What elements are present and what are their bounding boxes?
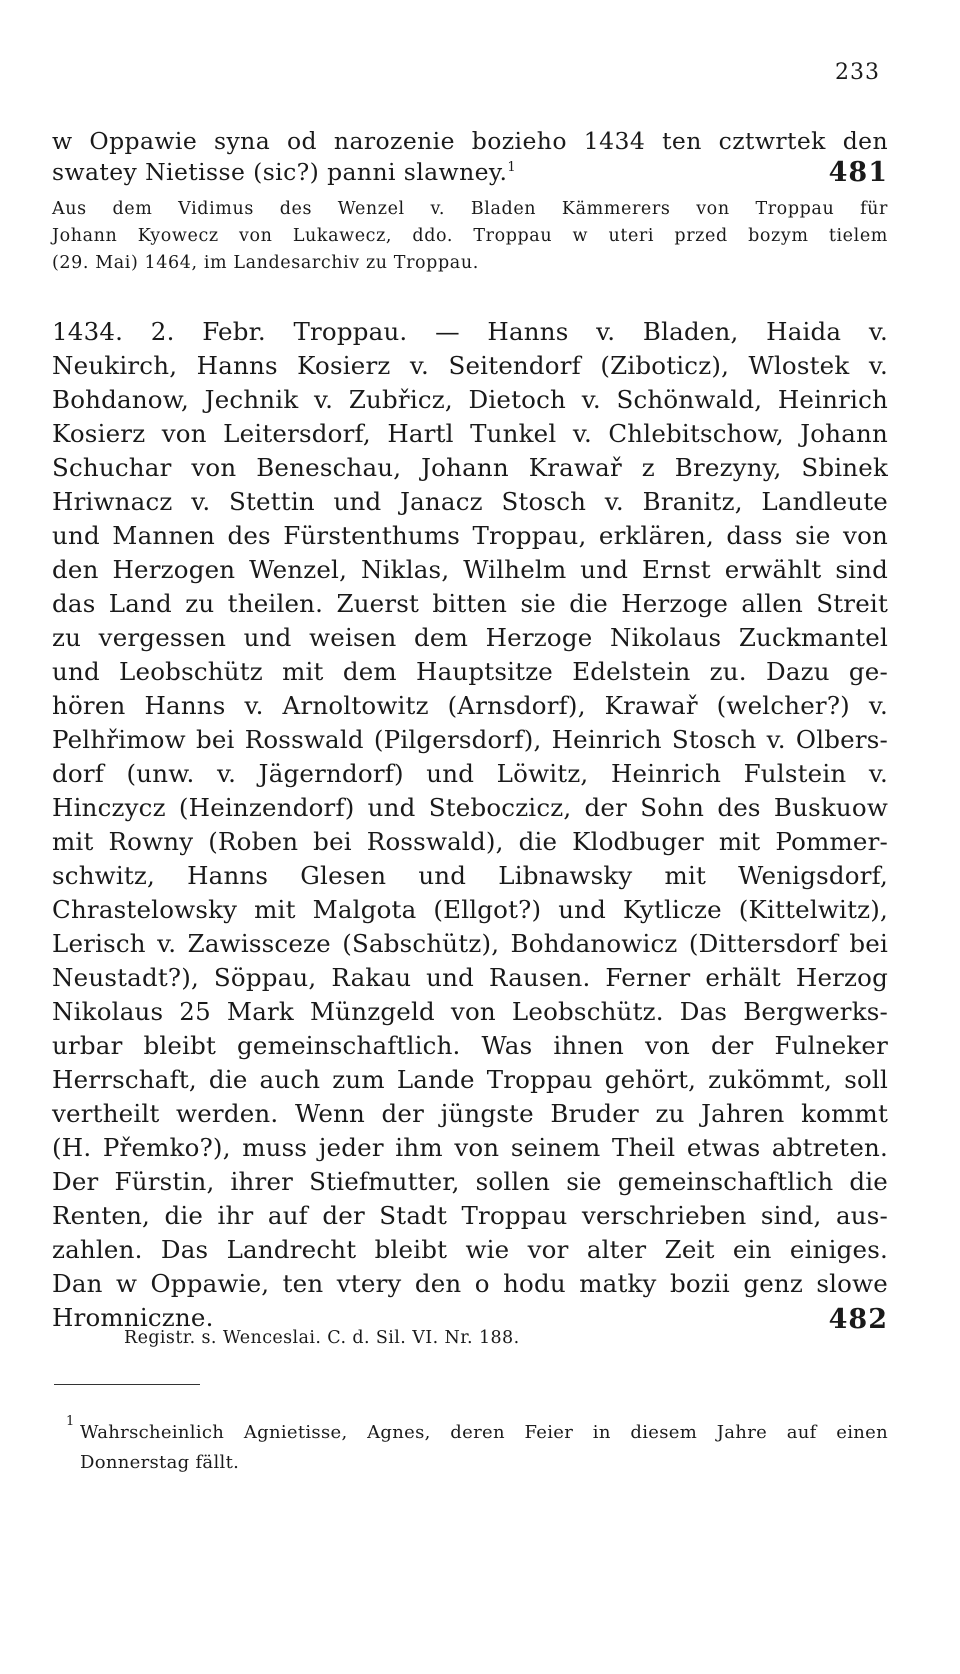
text-line: (H. Přemko?), muss jeder ihm von seinem Theil etwas abtreten. — [52, 1133, 888, 1162]
text-line: und Mannen des Fürstenthums Troppau, erklären, dass sie von — [52, 521, 888, 550]
document-number: 481 — [828, 157, 888, 188]
text-line: den Herzogen Wenzel, Niklas, Wilhelm und Ernst erwählt sind — [52, 555, 888, 584]
footnote-mark: 1 — [66, 1414, 75, 1429]
source-line: (29. Mai) 1464, im Landesarchiv zu Troppau. — [52, 253, 479, 273]
text-line: vertheilt werden. Wenn der jüngste Bruder zu Jahren kommt — [52, 1099, 888, 1128]
document-number: 482 — [828, 1304, 888, 1335]
text-line: zu vergessen und weisen dem Herzoge Nikolaus Zuckmantel — [52, 623, 888, 652]
text-line: schwitz, Hanns Glesen und Libnawsky mit Wenigsdorf, — [52, 861, 888, 890]
text-line: und Leobschütz mit dem Hauptsitze Edelstein zu. Dazu ge- — [52, 657, 888, 686]
text-line: zahlen. Das Landrecht bleibt wie vor alter Zeit ein einiges. — [52, 1235, 888, 1264]
footnote — [66, 1414, 888, 1478]
text-line: Schuchar von Beneschau, Johann Krawař z Brezyny, Sbinek — [52, 453, 888, 482]
document-482-source — [124, 1325, 824, 1352]
document-481-text — [52, 126, 888, 188]
text-line: das Land zu theilen. Zuerst bitten sie die Herzoge allen Streit — [52, 589, 888, 618]
footnote-line: Donnerstag fällt. — [80, 1452, 240, 1473]
text-line: Hinczycz (Heinzendorf) und Steboczicz, der Sohn des Buskuow — [52, 793, 888, 822]
text-line: Nikolaus 25 Mark Münzgeld von Leobschütz. Das Bergwerks- — [52, 997, 888, 1026]
text-line: hören Hanns v. Arnoltowitz (Arnsdorf), Krawař (welcher?) v. — [52, 691, 888, 720]
document-481-source — [52, 196, 888, 277]
text-line-with-number — [52, 157, 888, 188]
source-line: Registr. s. Wenceslai. C. d. Sil. VI. Nr. 188. — [124, 1328, 520, 1348]
text-line: Pelhřimow bei Rosswald (Pilgersdorf), Heinrich Stosch v. Olbers- — [52, 725, 888, 754]
text-line: 1434. 2. Febr. Troppau. — Hanns v. Bladen, Haida v. — [52, 317, 888, 346]
footnote-reference: 1 — [507, 160, 517, 176]
text-line: Neustadt?), Söppau, Rakau und Rausen. Ferner erhält Herzog — [52, 963, 888, 992]
page-number: 233 — [835, 60, 880, 85]
footnote-divider — [54, 1384, 200, 1385]
text-line: Chrastelowsky mit Malgota (Ellgot?) und Kytlicze (Kittelwitz), — [52, 895, 888, 924]
text-line: Lerisch v. Zawissceze (Sabschütz), Bohdanowicz (Dittersdorf bei — [52, 929, 888, 958]
text-line: Dan w Oppawie, ten vtery den o hodu matky bozii genz slowe — [52, 1269, 888, 1298]
source-line: Aus dem Vidimus des Wenzel v. Bladen Kämmerers von Troppau für — [52, 199, 888, 219]
text-line: mit Rowny (Roben bei Rosswald), die Klodbuger mit Pommer- — [52, 827, 888, 856]
text-line: Kosierz von Leitersdorf, Hartl Tunkel v. Chlebitschow, Johann — [52, 419, 888, 448]
source-line: Johann Kyowecz von Lukawecz, ddo. Troppau w uteri przed bozym tielem — [52, 226, 888, 246]
text-line: urbar bleibt gemeinschaftlich. Was ihnen von der Fulneker — [52, 1031, 888, 1060]
text-line: dorf (unw. v. Jägerndorf) und Löwitz, Heinrich Fulstein v. — [52, 759, 888, 788]
text-line: Hromniczne. — [52, 1303, 214, 1332]
text-line: Bohdanow, Jechnik v. Zubřicz, Dietoch v. Schönwald, Heinrich — [52, 385, 888, 414]
text-line: Neukirch, Hanns Kosierz v. Seitendorf (Ziboticz), Wlostek v. — [52, 351, 888, 380]
text-line: swatey Nietisse (sic?) panni slawney. — [52, 158, 508, 186]
text-line: w Oppawie syna od narozenie bozieho 1434 ten cztwrtek den — [52, 127, 888, 155]
text-line: Hriwnacz v. Stettin und Janacz Stosch v. Branitz, Landleute — [52, 487, 888, 516]
document-482-text — [52, 315, 888, 1335]
text-line: Renten, die ihr auf der Stadt Troppau verschrieben sind, aus- — [52, 1201, 888, 1230]
text-line: Der Fürstin, ihrer Stiefmutter, sollen sie gemeinschaftlich die — [52, 1167, 888, 1196]
footnote-line: Wahrscheinlich Agnietisse, Agnes, deren Feier in diesem Jahre auf einen — [80, 1422, 888, 1443]
text-line: Herrschaft, die auch zum Lande Troppau gehört, zukömmt, soll — [52, 1065, 888, 1094]
